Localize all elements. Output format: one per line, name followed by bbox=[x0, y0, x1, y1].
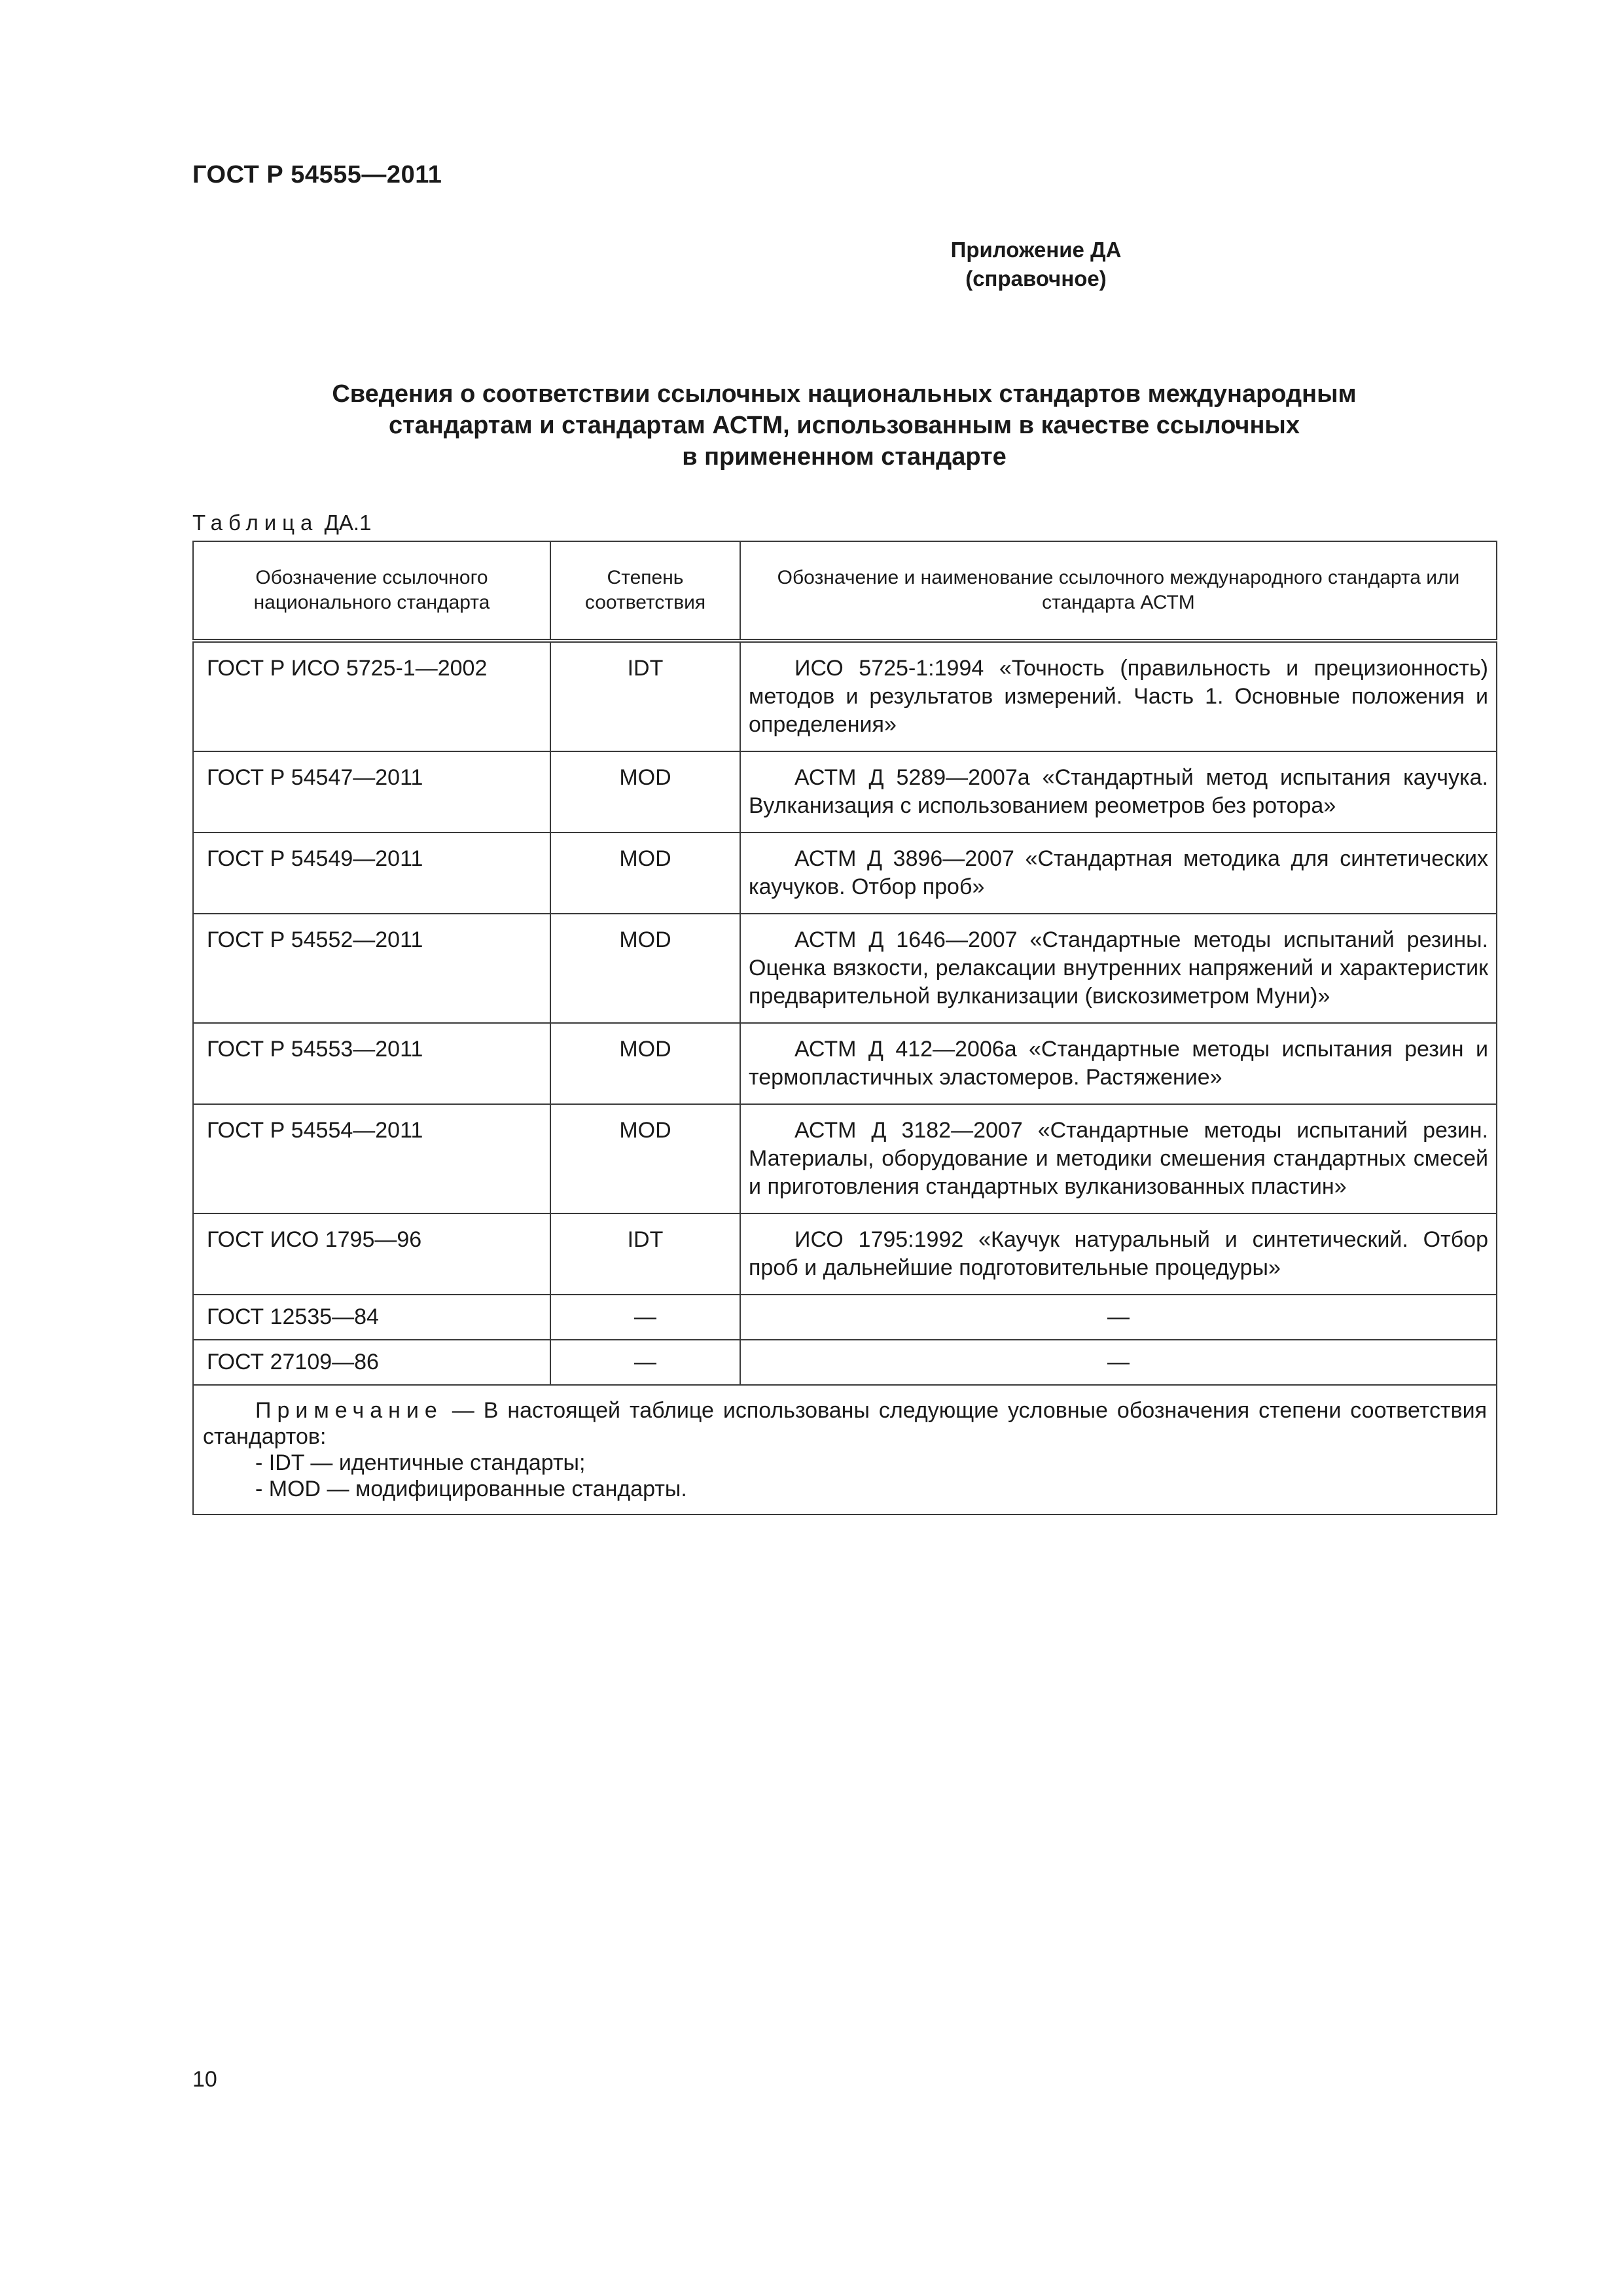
table-note bbox=[193, 1385, 1497, 1515]
table-row bbox=[193, 914, 1497, 1023]
table-caption-number: ДА.1 bbox=[324, 511, 372, 535]
table-row bbox=[193, 833, 1497, 914]
cell-degree: IDT bbox=[550, 1213, 740, 1295]
section-title-line-1: Сведения о соответствии ссылочных национальных стандартов международным bbox=[332, 380, 1357, 408]
cell-reference: АСТМ Д 3182—2007 «Стандартные методы испытаний резин. Материалы, оборудование и методики смешения стандартных смесей и приготовления стандартных вулканизованных пластин» bbox=[740, 1104, 1497, 1213]
table-row bbox=[193, 1295, 1497, 1340]
cell-reference: АСТМ Д 5289—2007а «Стандартный метод испытания каучука. Вулканизация с использованием реометров без ротора» bbox=[740, 751, 1497, 833]
cell-degree: MOD bbox=[550, 833, 740, 914]
table-caption bbox=[192, 511, 371, 535]
cell-code: ГОСТ ИСО 1795—96 bbox=[193, 1213, 550, 1295]
cell-reference: АСТМ Д 1646—2007 «Стандартные методы испытаний резины. Оценка вязкости, релаксации внутренних напряжений и характеристик предварительной вулканизации (вискозиметром Муни)» bbox=[740, 914, 1497, 1023]
table-row bbox=[193, 1340, 1497, 1385]
note-item-idt: - IDT — идентичные стандарты; bbox=[255, 1450, 586, 1475]
cell-code: ГОСТ Р 54549—2011 bbox=[193, 833, 550, 914]
cell-code: ГОСТ Р ИСО 5725-1—2002 bbox=[193, 641, 550, 751]
section-title-line-2: стандартам и стандартам АСТМ, использованным в качестве ссылочных bbox=[388, 412, 1300, 439]
document-id-header: ГОСТ Р 54555—2011 bbox=[192, 161, 442, 188]
table-row bbox=[193, 1213, 1497, 1295]
cell-degree: — bbox=[550, 1295, 740, 1340]
cell-reference: АСТМ Д 3896—2007 «Стандартная методика для синтетических каучуков. Отбор проб» bbox=[740, 833, 1497, 914]
note-text: — В настоящей таблице использованы следующие условные обозначения степени соответствия стандартов: bbox=[203, 1398, 1487, 1449]
table-note-row bbox=[193, 1385, 1497, 1515]
cell-degree: MOD bbox=[550, 1023, 740, 1104]
table-header-row bbox=[193, 541, 1497, 641]
cell-reference: ИСО 5725-1:1994 «Точность (правильность и прецизионность) методов и результатов измерений. Часть 1. Основные положения и определения» bbox=[740, 641, 1497, 751]
header-national-standard: Обозначение ссылочного национального стандарта bbox=[193, 541, 550, 641]
table-caption-prefix: Таблица bbox=[192, 511, 319, 535]
table-row bbox=[193, 1023, 1497, 1104]
cell-degree: IDT bbox=[550, 641, 740, 751]
correspondence-table bbox=[192, 541, 1497, 1515]
cell-code: ГОСТ Р 54547—2011 bbox=[193, 751, 550, 833]
cell-reference: АСТМ Д 412—2006а «Стандартные методы испытания резин и термопластичных эластомеров. Растяжение» bbox=[740, 1023, 1497, 1104]
cell-code: ГОСТ Р 54552—2011 bbox=[193, 914, 550, 1023]
appendix-heading bbox=[192, 236, 1496, 293]
cell-degree: MOD bbox=[550, 1104, 740, 1213]
note-label: Примечание bbox=[255, 1398, 443, 1423]
cell-code: ГОСТ Р 54553—2011 bbox=[193, 1023, 550, 1104]
table-row bbox=[193, 1104, 1497, 1213]
cell-degree: MOD bbox=[550, 914, 740, 1023]
section-title bbox=[192, 378, 1496, 473]
table-row bbox=[193, 751, 1497, 833]
appendix-subtitle: (справочное) bbox=[965, 266, 1107, 291]
appendix-title: Приложение ДА bbox=[950, 238, 1122, 262]
cell-code: ГОСТ Р 54554—2011 bbox=[193, 1104, 550, 1213]
table-row bbox=[193, 641, 1497, 751]
cell-reference: ИСО 1795:1992 «Каучук натуральный и синтетический. Отбор проб и дальнейшие подготовительные процедуры» bbox=[740, 1213, 1497, 1295]
section-title-line-3: в примененном стандарте bbox=[682, 443, 1007, 471]
header-degree: Степень соответствия bbox=[550, 541, 740, 641]
cell-degree: — bbox=[550, 1340, 740, 1385]
note-paragraph bbox=[203, 1397, 1487, 1450]
cell-degree: MOD bbox=[550, 751, 740, 833]
cell-code: ГОСТ 12535—84 bbox=[193, 1295, 550, 1340]
cell-code: ГОСТ 27109—86 bbox=[193, 1340, 550, 1385]
note-item-mod: - MOD — модифицированные стандарты. bbox=[255, 1477, 687, 1501]
page-number: 10 bbox=[192, 2067, 217, 2092]
header-reference-standard: Обозначение и наименование ссылочного международного стандарта или стандарта АСТМ bbox=[740, 541, 1497, 641]
cell-reference: — bbox=[740, 1295, 1497, 1340]
cell-reference: — bbox=[740, 1340, 1497, 1385]
